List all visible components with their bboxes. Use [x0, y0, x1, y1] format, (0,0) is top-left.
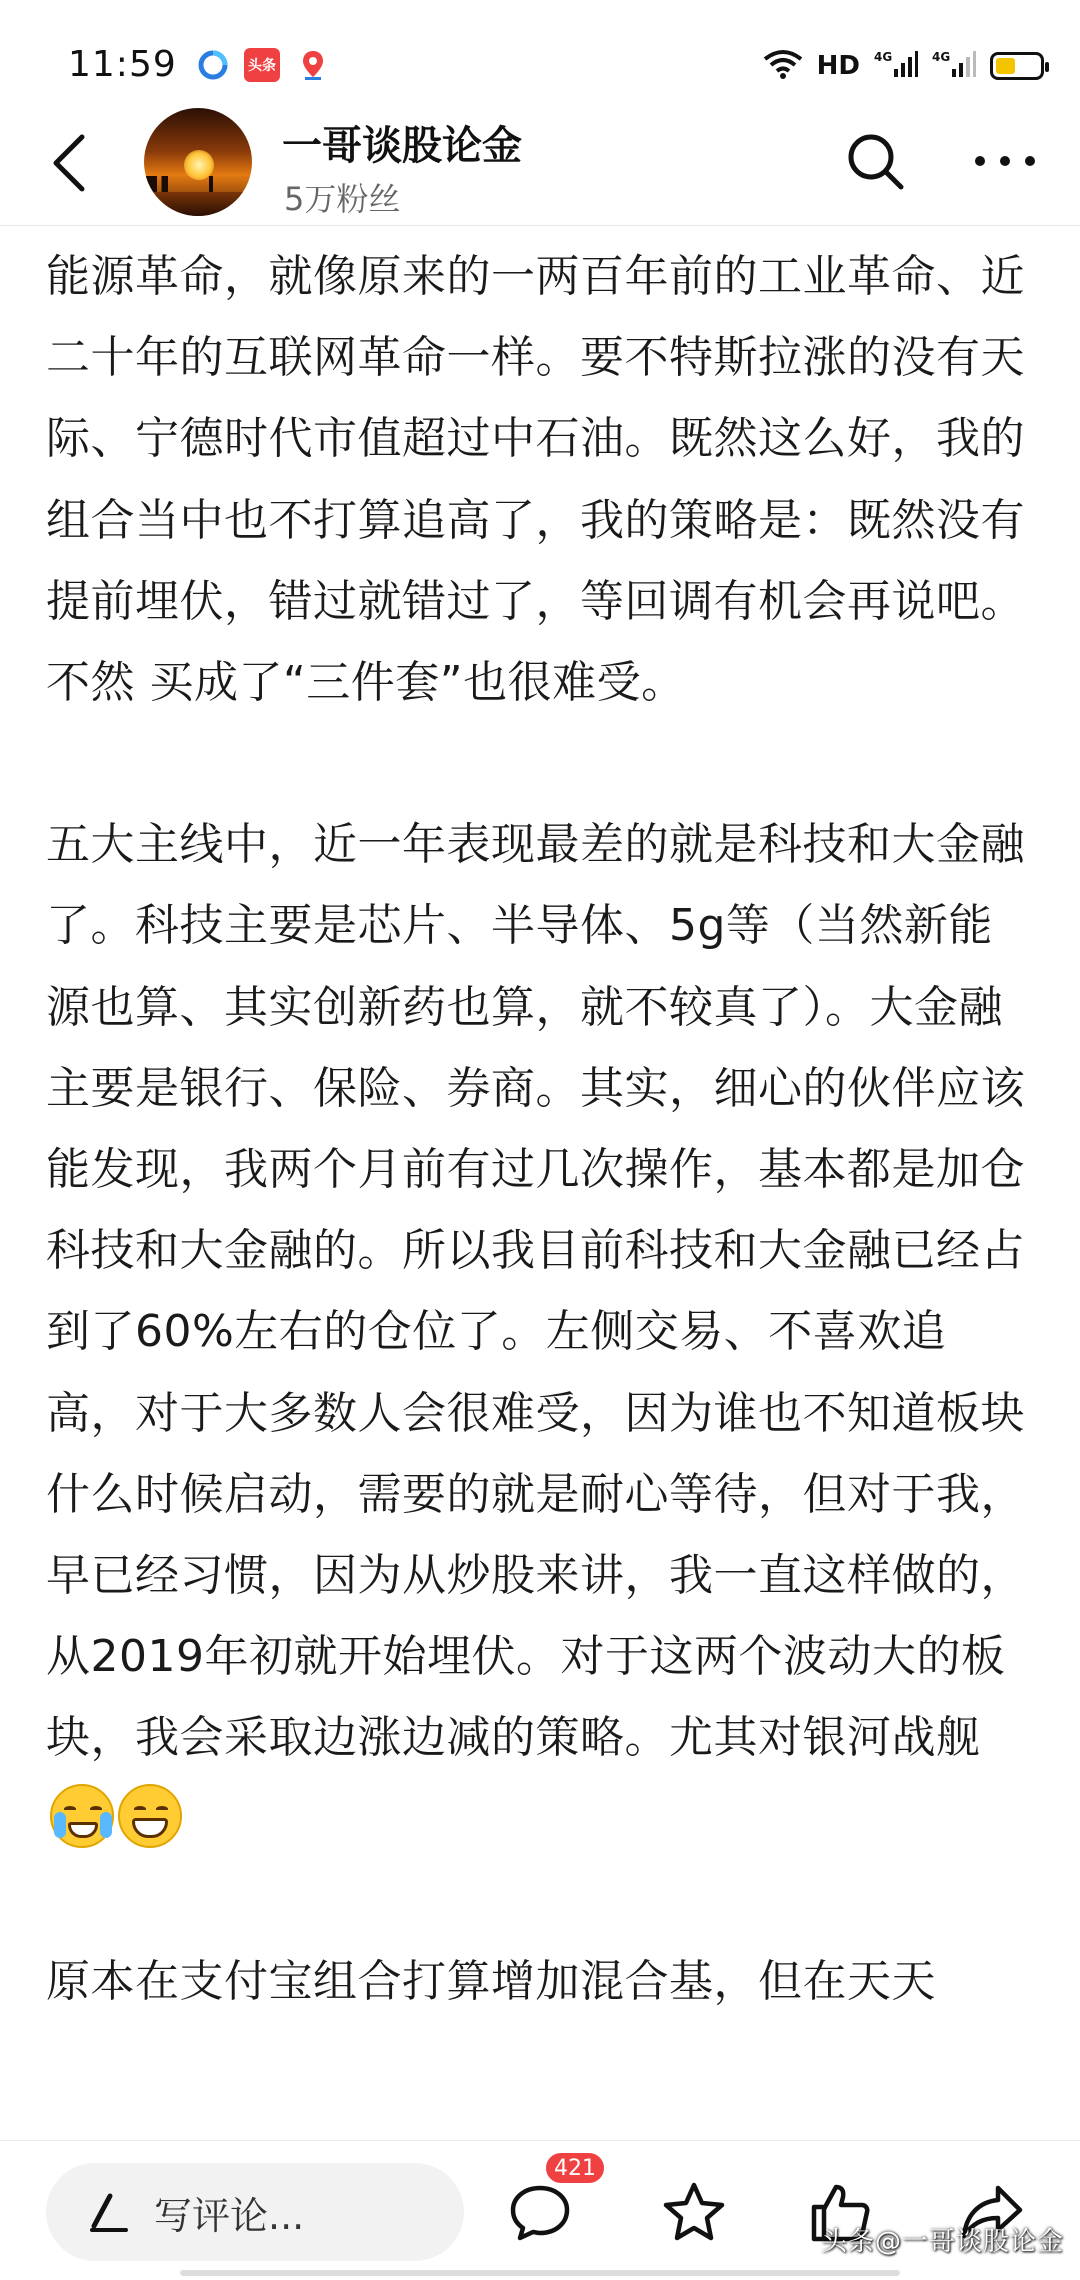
hd-indicator: HD: [816, 51, 860, 81]
star-icon: [662, 2181, 726, 2243]
pen-icon: [86, 2189, 132, 2235]
watermark: 头条@一哥谈股论金: [820, 2227, 1064, 2257]
toutiao-notification-icon: 头条: [244, 48, 280, 82]
more-button[interactable]: [970, 128, 1040, 194]
browser-notification-icon: [196, 48, 230, 82]
location-notification-icon: [298, 48, 328, 82]
comments-button[interactable]: [500, 2175, 580, 2249]
status-bar: [0, 0, 1080, 100]
author-name[interactable]: 一哥谈股论金: [282, 123, 522, 169]
battery-level: [996, 58, 1015, 74]
status-time: 11:59: [68, 44, 177, 85]
comment-input[interactable]: [46, 2163, 464, 2261]
comment-count-badge: 421: [544, 2151, 606, 2185]
article-paragraph: [46, 804, 1026, 1860]
search-button[interactable]: [842, 128, 908, 194]
comment-icon: [508, 2182, 572, 2242]
home-indicator: [180, 2270, 900, 2276]
signal-icon: [874, 49, 918, 83]
article-body: [46, 236, 1026, 2022]
article-paragraph: 原本在支付宝组合打算增加混合基，但在天天: [46, 1955, 936, 2007]
article-paragraph-text: 五大主线中，近一年表现最差的就是科技和大金融了。科技主要是芯片、半导体、5g等（当然新能源也算、其实创新药也算，就不较真了）。大金融主要是银行、保险、券商。其实，细心的伙伴应该能发现，我两个月前有过几次操作，基本都是加仓科技和大金融的。所以我目前科技和大金融已经占到了60%左右的仓位了。左侧交易、不喜欢追高，对于大多数人会很难受，因为谁也不知道板块什么时候启动，需要的就是耐心等待，但对于我，早已经习惯，因为从炒股来讲，我一直这样做的，从2019年初就开始埋伏。对于这两个波动大的板块，我会采取边涨边减的策略。尤其对银河战舰: [46, 819, 1025, 1764]
comment-placeholder: 写评论...: [154, 2193, 305, 2238]
status-indicators: [763, 46, 1044, 86]
signal-icon-2: [932, 49, 976, 83]
back-button[interactable]: [38, 130, 98, 196]
article-header: [0, 100, 1080, 226]
more-icon: [973, 154, 1037, 168]
bottom-action-bar: [0, 2140, 1080, 2280]
grinning-emoji: [118, 1784, 182, 1848]
crying-laughing-emoji: [50, 1784, 114, 1848]
svg-text:4G: 4G: [932, 50, 951, 64]
wifi-icon: [763, 49, 803, 83]
article-paragraph: 能源革命，就像原来的一两百年前的工业革命、近二十年的互联网革命一样。要不特斯拉涨的没有天际、宁德时代市值超过中石油。既然这么好，我的组合当中也不打算追高了，我的策略是：既然没有提前埋伏，错过就错过了，等回调有机会再说吧。不然 买成了“三件套”也很难受。: [46, 251, 1025, 709]
author-fans-count: 5万粉丝: [284, 180, 401, 218]
battery-icon: [990, 52, 1044, 80]
svg-text:4G: 4G: [874, 50, 893, 64]
back-icon: [48, 133, 88, 193]
favorite-button[interactable]: [654, 2175, 734, 2249]
search-icon: [845, 131, 905, 191]
avatar[interactable]: [144, 108, 252, 216]
